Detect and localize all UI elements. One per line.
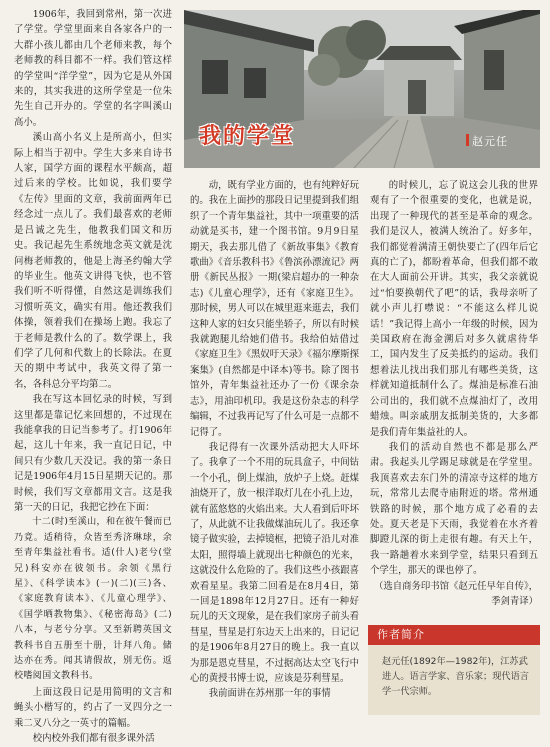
paragraph: 我记得有一次课外活动把大人吓坏了。我拿了一个不用的玩具盒子，中间钻一个小孔，倒上煤油，放炉子上烧。赶煤油烧开了，放一根洋取灯儿在小孔上边，就有蓝悠悠的火焰出来。大人看到后吓坏了，从此就不让我做煤油玩儿了。我还拿镜子做实验，去掉镜框，把镜子沿儿对准太阳，照得墙上就现出七种颜色的光来，这就没什么危险的了。我们这些小孩跟喜欢看星星。我第二回看是在8月4日，第一回是1898年12月27日。还有一种好玩儿的天文现象，是在我们家房子前头看彗星，彗星是打东边天上出来的，日记记的是1906年8月27日的晚上。我一直以为那是恩克彗星，不过据高达太空飞行中心的黄授书博士说，应该是芬利彗星。	[190, 441, 359, 684]
paragraph: 我们的活动自然也不都是那么严肃。我起头儿学踢足球就是在学堂里。我顶喜欢去东门外的清凉寺这样的地方玩，常常儿去爬寺庙附近的塔。常州通铁路的时候，那个地方成了必看的去处。夏天老是下天雨，我觉着在水齐着脚蹬儿深的街上走很有趣。有天上午，我一路趟着水来到学堂，结果只看到五个学生，那天的课也停了。	[370, 441, 538, 577]
paragraph: 上面这段日记是用简明的文言和蝇头小楷写的，约占了一叉四分之一乘二叉八分之一英寸的篇幅。	[14, 686, 172, 729]
diary-quote: 十二(时)至溪山，和在彼午餐而已乃竟。适稍待，众皆至秀济琳球，余至青年集益社看书。适(什人)老兮(堂兄)科安亦在彼领书。余领《黑行星》、《科学读本》(一)(二)(三)各、《家庭教育读本》、《儿童心理学》、《国学晒教物集》、《秘密海岛》(二)八本，与老兮分享。又至新聘英国文教科书自五册至十册，计拜八角。储达亦在秀。闻其请假故，别无伤。返校嗜阅国文教科书。	[14, 517, 172, 682]
paragraph: 我在写这本回忆录的时候，写到这里都是靠记忆来回想的，不过现在我能拿我的日记当参考了。打1906年起，这儿十年来，我一直记日记，中间只有少数几天没记。我的第一条日记是1906年4月15日星期天记的。那时候，我们写文章都用文言。这是我第一天的日记，我把它抄在下面：	[14, 394, 172, 513]
paragraph: 我前面讲在苏州那一年的事情	[208, 688, 331, 700]
article-column-left	[14, 7, 172, 747]
paragraph: 的时候儿，忘了说这会儿我的世界观有了一个很重要的变化，也就是说，出现了一种现代的甚至是革命的观念。我们是汉人，被满人统治了。好多年，我们都觉着满清王朝快要亡了(四年后它真的亡了)，都盼着革命，但我们都不敢在大人面前公开讲。其实，我父亲就说过“怕要换朝代了吧”的话，我母亲听了就小声儿打噤说：“不能这么样儿说话！”我记得上高小一年级的时候，因为美国政府在海金溯后对多久就虐待华工，国内发生了反美抵约的运动。我们想着法儿找出我们那儿有哪些美货，这样就知道抵制什么了。煤油是标准石油公司出的，我们就不点煤油灯了，改用蜡烛。叫亲戚朋友抵制美货的，大多都是我们青年集益社的人。	[370, 180, 538, 438]
source-citation: （选自商务印书馆《赵元任早年自传》，季剑青译）	[373, 580, 538, 607]
author-bio-text: 赵元任(1892年—1982年)，江苏武进人。语言学家、音乐家；现代语言学一代宗师。	[382, 656, 529, 697]
author-bio-box	[368, 645, 540, 715]
article-column-right	[370, 178, 538, 609]
article-author: 赵元任	[472, 135, 508, 148]
paragraph: 动，既有学业方面的，也有纯粹好玩的。我在上面抄的那段日记里提到我们组织了一个青年集益社，其中一项重要的活动就是买书，建一个图书馆。9月9日星期天，我去那儿借了《新故事集》《教育歌曲》《音乐教科书》《鲁滨孙漂流记》两册《新民丛报》一期(梁启超办的一种杂志)《儿童心理学》，还有《家庭卫生》。那时候，男人可以在城里逛来逛去，我们这种人家的妇女只能坐轿子，所以有时候我就跑腿儿给她们借书。我给伯姑借过《家庭卫生》《黑奴吁天录》《福尔摩斯探案集》(自然都是中译本)等书。除了图书馆外，青年集益社还办了一份《课余杂志》，用油印机印。我是这份杂志的科学编辑，不过我再记写了什么可是一点都不记得了。	[190, 180, 359, 438]
author-bio-header	[368, 625, 540, 645]
paragraph: 溪山高小名义上是所高小，但实际上相当于初中。学生大多来自诗书人家，国学方面的课程水平颇高，超过后来的学校。比如说，我们要学《左传》里面的文章，我前面两年已经念过一点儿了。我们最喜欢的老师是吕诚之先生，他教我们国文和历史。我记起先生系统地念英文就是沈问梅老师教的，他是上海圣约翰大学的毕业生。他英文讲得飞快，也不管我们听不听得懂，自然这是训练我们习惯听英文，确实有用。他还教我们体操，领着我们在操场上跑。我忘了于老师是教什么的了。数学课上，我们学了几何和代数上的长除法。在夏天的期中考试中，我英文得了第一名，各科总分平均第二。	[14, 132, 172, 390]
article-title: 我的学堂	[199, 123, 296, 149]
paragraph: 校内校外我们都有很多课外活	[32, 733, 155, 745]
article-column-middle	[190, 178, 359, 702]
author-bio-label: 作者简介	[377, 628, 425, 641]
author-marker	[466, 134, 469, 146]
paragraph: 1906年，我回到常州，第一次进了学堂。学堂里面来自各家各户的一大群小孩儿都由几个老师来教，每个老师教的科目都不一样。我们管这样的学堂叫“洋学堂”，因为它是从外国来的，其实我进的这所学堂是一位朱先生自己开办的。学堂的名字叫溪山高小。	[14, 9, 172, 128]
